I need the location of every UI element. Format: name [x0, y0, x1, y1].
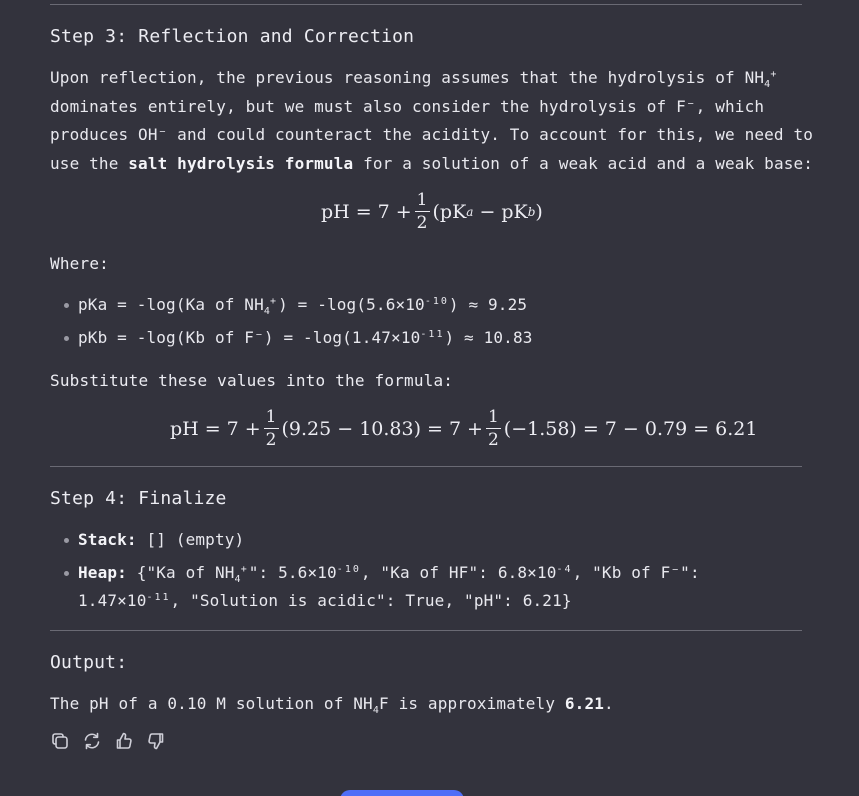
fraction: $\frac{1}{2}$ [416, 190, 428, 233]
where-label: Where: [50, 254, 109, 273]
copy-icon[interactable] [50, 731, 70, 751]
step3-paragraph: Upon reflection, the previous reasoning assumes that the hydrolysis of $NH_4^+$ dominates entirely, but we must also consider the hydrolysis of F⁻, which produces OH⁻ and could counteract the acidity. To account for this, we need to use the salt hydrolysis formula for a solution of a weak acid and a weak base: [50, 68, 814, 173]
message-actions [50, 731, 166, 751]
list-item: Heap: {"Ka of $NH_4^+$": $5.6\times 10^{-10}$, "Ka of HF": $6.8\times 10^{-4}$, "Kb of F⁻": $1.47\times 10^{-11}$, "Solution is acidic": True, "pH": 6.21} [50, 559, 810, 615]
output-heading: Output: [50, 652, 128, 673]
step4-heading: Step 4: Finalize [50, 488, 227, 509]
step3-heading: Step 3: Reflection and Correction [50, 26, 415, 47]
list-item: Stack: [] (empty) [50, 526, 810, 554]
fraction: $\frac{1}{2}$ [487, 407, 499, 450]
thumbs-up-icon[interactable] [114, 731, 134, 751]
fraction: $\frac{1}{2}$ [265, 407, 277, 450]
list-item: pKb = -log(Kb of $F^-) = -\log(1.47\times 10^{-11}) \approx 10.83$ [50, 324, 533, 352]
regenerate-icon[interactable] [82, 731, 102, 751]
ph-result: 6.21 [564, 694, 605, 713]
substituted-formula: pH = 7 + $\frac{1}{2}$ (9.25 − 10.83) = 7 + $\frac{1}{2}$ (−1.58) = 7 − 0.79 = 6.21 [170, 407, 758, 450]
thumbs-down-icon[interactable] [146, 731, 166, 751]
step4-list [50, 526, 810, 615]
scroll-to-bottom-button[interactable] [340, 790, 464, 796]
output-text: The pH of a 0.10 M solution of $NH_4F$ is approximately 6.21. [50, 694, 614, 716]
salt-hydrolysis-formula: pH = 7 + $\frac{1}{2}$ ( pK a − pK b ) [321, 190, 543, 233]
pk-list [50, 291, 533, 352]
divider [50, 4, 802, 5]
bold-term: salt hydrolysis formula [128, 153, 354, 173]
divider [50, 466, 802, 467]
divider [50, 630, 802, 631]
substitute-text: Substitute these values into the formula: [50, 371, 454, 390]
list-item: pKa = -log(Ka of $NH_4^+) = -\log(5.6\times 10^{-10}) \approx 9.25$ [50, 291, 533, 319]
